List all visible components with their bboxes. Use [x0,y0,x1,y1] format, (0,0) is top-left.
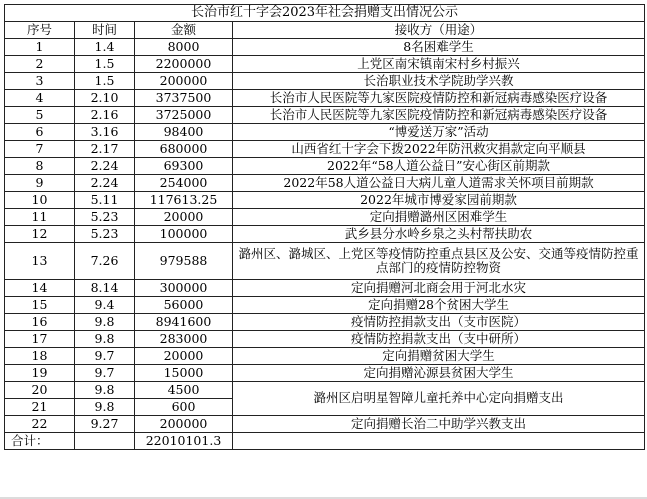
cell-time[interactable]: 9.8 [75,399,135,416]
table-row [5,175,645,192]
total-label[interactable]: 合计： [5,433,75,450]
cell-no[interactable]: 11 [5,209,75,226]
cell-recipient[interactable]: 定向捐赠贫困大学生 [233,348,645,365]
cell-time[interactable]: 1.4 [75,39,135,56]
cell-no[interactable]: 9 [5,175,75,192]
cell-time[interactable]: 2.24 [75,158,135,175]
cell-amount[interactable]: 20000 [135,209,233,226]
cell-time[interactable]: 2.17 [75,141,135,158]
cell-amount[interactable]: 283000 [135,331,233,348]
cell-no[interactable]: 5 [5,107,75,124]
cell-time[interactable]: 9.4 [75,297,135,314]
cell-no[interactable]: 20 [5,382,75,399]
header-no[interactable]: 序号 [5,22,75,39]
table-row [5,365,645,382]
cell-no[interactable]: 6 [5,124,75,141]
cell-time[interactable]: 8.14 [75,280,135,297]
cell-amount[interactable]: 117613.25 [135,192,233,209]
cell-amount[interactable]: 100000 [135,226,233,243]
cell-recipient[interactable]: 定向捐赠河北商会用于河北水灾 [233,280,645,297]
table-row [5,297,645,314]
cell-recipient[interactable]: 潞州区、潞城区、上党区等疫情防控重点县区及公安、交通等疫情防控重点部门的疫情防控物资 [233,243,645,280]
cell-amount[interactable]: 2200000 [135,56,233,73]
cell-time[interactable]: 9.8 [75,314,135,331]
cell-no[interactable]: 21 [5,399,75,416]
cell-recipient[interactable]: 长治市人民医院等九家医院疫情防控和新冠病毒感染医疗设备 [233,107,645,124]
cell-amount[interactable]: 98400 [135,124,233,141]
cell-recipient[interactable]: 武乡县分水岭乡泉之头村帮扶助农 [233,226,645,243]
cell-no[interactable]: 15 [5,297,75,314]
cell-no[interactable]: 17 [5,331,75,348]
cell-recipient[interactable]: 定向捐赠潞州区困难学生 [233,209,645,226]
cell-no[interactable]: 2 [5,56,75,73]
cell-no[interactable]: 10 [5,192,75,209]
cell-amount[interactable]: 8941600 [135,314,233,331]
cell-amount[interactable]: 680000 [135,141,233,158]
cell-time[interactable]: 1.5 [75,56,135,73]
cell-amount[interactable]: 8000 [135,39,233,56]
table-row [5,39,645,56]
table-row [5,107,645,124]
cell-no[interactable]: 16 [5,314,75,331]
header-row [5,22,645,39]
table-row [5,192,645,209]
cell-time[interactable]: 2.10 [75,90,135,107]
cell-recipient[interactable]: 定向捐赠沁源县贫困大学生 [233,365,645,382]
table-row [5,226,645,243]
cell-amount[interactable]: 15000 [135,365,233,382]
cell-recipient[interactable]: 疫情防控捐款支出（支中研所） [233,331,645,348]
cell-no[interactable]: 14 [5,280,75,297]
cell-amount[interactable]: 20000 [135,348,233,365]
title-row [5,5,645,22]
total-amount[interactable]: 22010101.3 [135,433,233,450]
cell-recipient[interactable]: 疫情防控捐款支出（支市医院） [233,314,645,331]
cell-time[interactable]: 9.8 [75,382,135,399]
table-row [5,348,645,365]
cell-amount[interactable]: 979588 [135,243,233,280]
table-row [5,382,645,399]
cell-amount[interactable]: 200000 [135,73,233,90]
cell-time[interactable]: 5.11 [75,192,135,209]
total-time-empty[interactable] [75,433,135,450]
cell-no[interactable]: 4 [5,90,75,107]
cell-time[interactable]: 5.23 [75,226,135,243]
table-row [5,56,645,73]
cell-no[interactable]: 1 [5,39,75,56]
table-title[interactable]: 长治市红十字会2023年社会捐赠支出情况公示 [5,5,645,22]
table-row [5,141,645,158]
cell-time[interactable]: 9.7 [75,365,135,382]
cell-time[interactable]: 9.8 [75,331,135,348]
cell-recipient[interactable]: 定向捐赠长治二中助学兴教支出 [233,416,645,433]
cell-amount[interactable]: 600 [135,399,233,416]
table-row [5,280,645,297]
cell-no[interactable]: 13 [5,243,75,280]
cell-recipient[interactable]: 2022年58人道公益日大病儿童人道需求关怀项目前期款 [233,175,645,192]
cell-recipient[interactable]: “博爱送万家”活动 [233,124,645,141]
cell-amount[interactable]: 56000 [135,297,233,314]
cell-time[interactable]: 5.23 [75,209,135,226]
cell-time[interactable]: 2.24 [75,175,135,192]
cell-time[interactable]: 7.26 [75,243,135,280]
table-row [5,73,645,90]
cell-no[interactable]: 8 [5,158,75,175]
cell-amount[interactable]: 3737500 [135,90,233,107]
table-row [5,124,645,141]
donation-table [4,4,645,450]
table-row [5,209,645,226]
total-row [5,433,645,450]
cell-amount[interactable]: 4500 [135,382,233,399]
table-row [5,314,645,331]
cell-no[interactable]: 22 [5,416,75,433]
cell-recipient[interactable]: 山西省红十字会下拨2022年防汛救灾捐款定向平顺县 [233,141,645,158]
cell-time[interactable]: 1.5 [75,73,135,90]
cell-amount[interactable]: 300000 [135,280,233,297]
table-row [5,90,645,107]
cell-recipient[interactable]: 长治市人民医院等九家医院疫情防控和新冠病毒感染医疗设备 [233,90,645,107]
cell-recipient[interactable]: 上党区南宋镇南宋村乡村振兴 [233,56,645,73]
cell-amount[interactable]: 254000 [135,175,233,192]
cell-no[interactable]: 7 [5,141,75,158]
cell-time[interactable]: 9.7 [75,348,135,365]
header-amount[interactable]: 金额 [135,22,233,39]
header-time[interactable]: 时间 [75,22,135,39]
cell-recipient[interactable]: 2022年“58人道公益日”安心街区前期款 [233,158,645,175]
cell-recipient[interactable]: 8名困难学生 [233,39,645,56]
cell-no[interactable]: 3 [5,73,75,90]
cell-recipient[interactable]: 定向捐赠28个贫困大学生 [233,297,645,314]
table-row [5,416,645,433]
cell-amount[interactable]: 69300 [135,158,233,175]
cell-amount[interactable]: 200000 [135,416,233,433]
header-recipient[interactable]: 接收方（用途） [233,22,645,39]
cell-amount[interactable]: 3725000 [135,107,233,124]
table-row [5,331,645,348]
table-row [5,158,645,175]
cell-no[interactable]: 19 [5,365,75,382]
cell-time[interactable]: 9.27 [75,416,135,433]
cell-recipient-merged[interactable]: 潞州区启明星智障儿童托养中心定向捐赠支出 [233,382,645,416]
cell-time[interactable]: 3.16 [75,124,135,141]
cell-recipient[interactable]: 长治职业技术学院助学兴教 [233,73,645,90]
cell-no[interactable]: 18 [5,348,75,365]
cell-no[interactable]: 12 [5,226,75,243]
total-recipient-empty[interactable] [233,433,645,450]
table-row [5,243,645,280]
cell-recipient[interactable]: 2022年城市博爱家园前期款 [233,192,645,209]
cell-time[interactable]: 2.16 [75,107,135,124]
